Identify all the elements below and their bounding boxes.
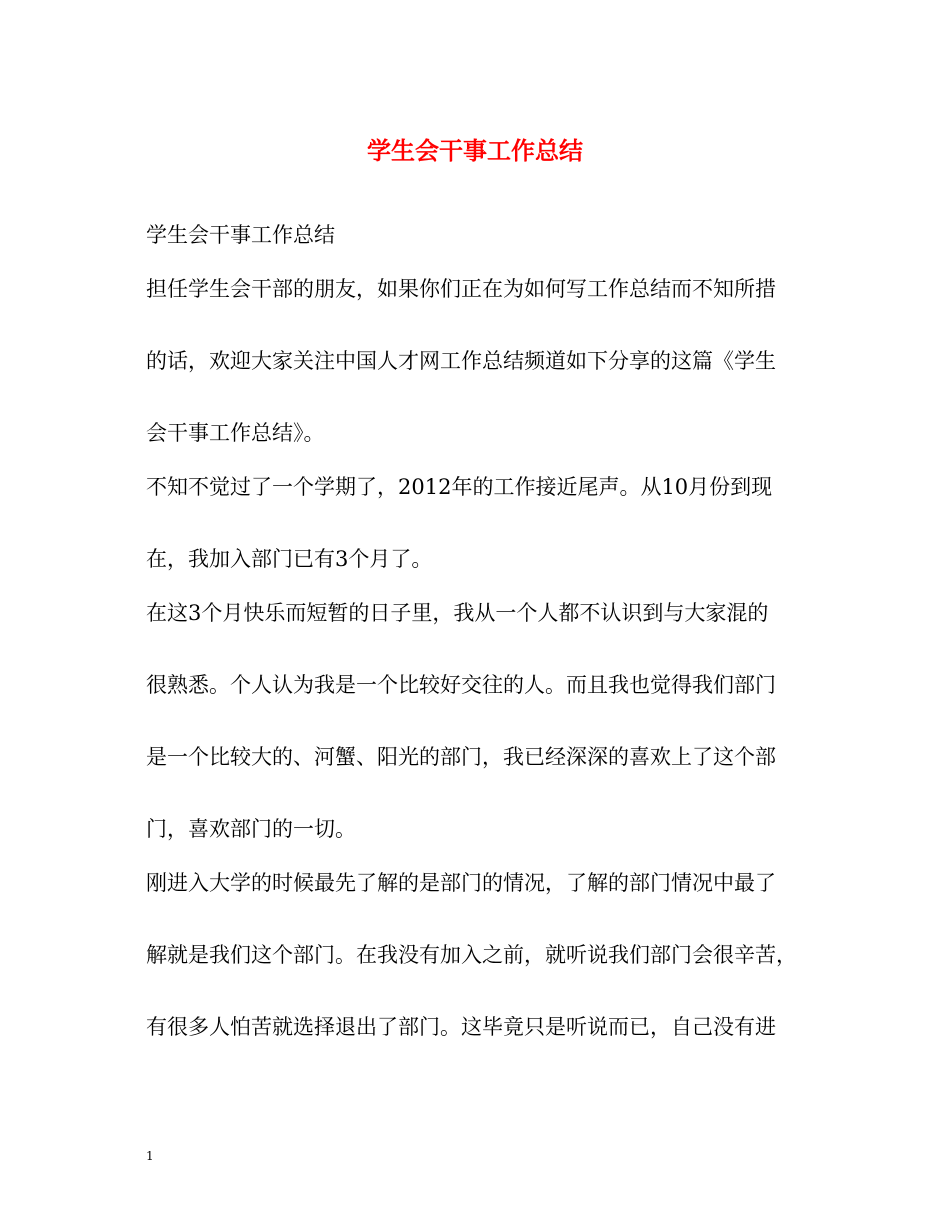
text-line: 会干事工作总结》。 [146, 421, 325, 445]
text-line-subtitle: 学生会干事工作总结 [146, 223, 335, 247]
text-line: 在这3个月快乐而短暂的日子里，我从一个人都不认识到与大家混的 [146, 601, 769, 625]
document-body [146, 218, 806, 1044]
text-line: 担任学生会干部的朋友，如果你们正在为如何写工作总结而不知所措 [146, 277, 776, 301]
text-line: 是一个比较大的、河蟹、阳光的部门，我已经深深的喜欢上了这个部 [146, 745, 776, 769]
document-title: 学生会干事工作总结 [367, 136, 583, 165]
text-line: 刚进入大学的时候最先了解的是部门的情况，了解的部门情况中最了 [146, 871, 776, 895]
text-line: 解就是我们这个部门。在我没有加入之前，就听说我们部门会很辛苦， [146, 943, 797, 967]
text-line: 门，喜欢部门的一切。 [146, 817, 356, 841]
text-line: 很熟悉。个人认为我是一个比较好交往的人。而且我也觉得我们部门 [146, 673, 776, 697]
page-number: 1 [146, 1149, 154, 1163]
text-line: 的话，欢迎大家关注中国人才网工作总结频道如下分享的这篇《学生 [146, 349, 776, 373]
text-line: 有很多人怕苦就选择退出了部门。这毕竟只是听说而已，自己没有进 [146, 1015, 776, 1039]
text-line: 不知不觉过了一个学期了，2012年的工作接近尾声。从10月份到现 [146, 475, 773, 499]
text-line: 在，我加入部门已有3个月了。 [146, 547, 433, 571]
